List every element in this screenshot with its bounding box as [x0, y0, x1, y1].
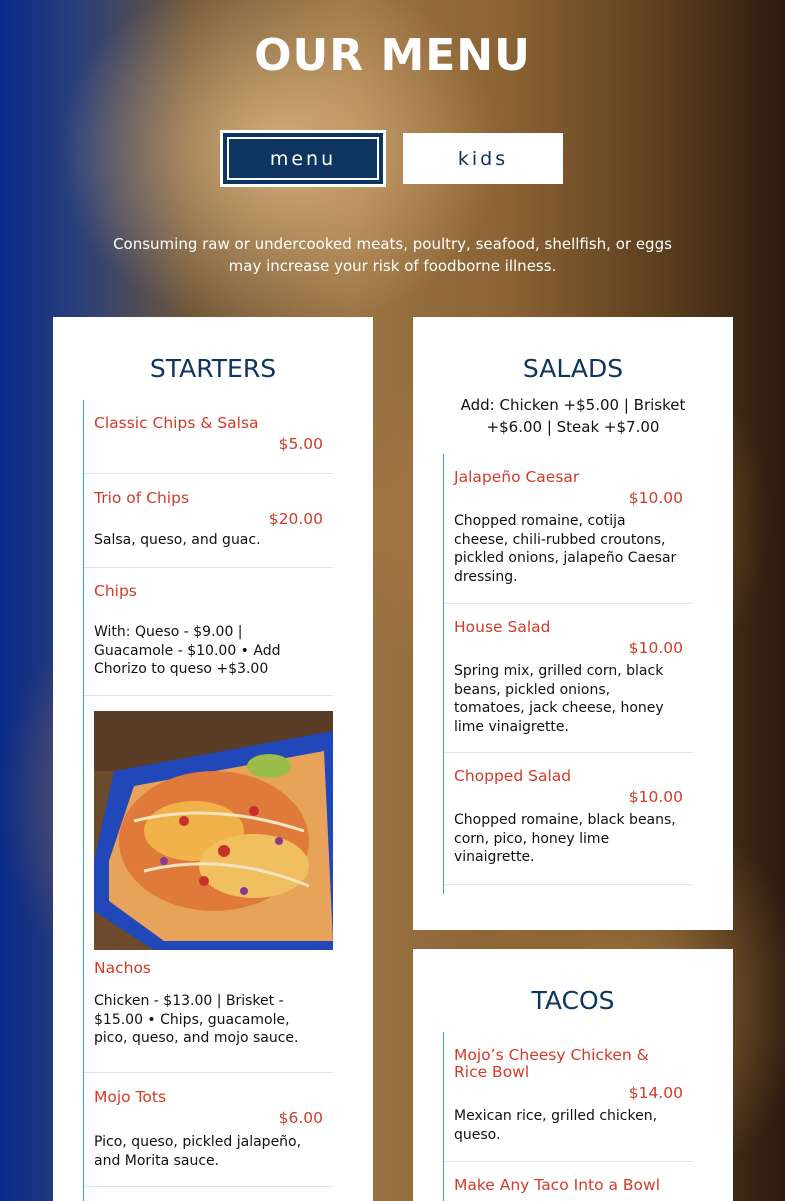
starters-card [53, 317, 373, 1201]
menu-item[interactable] [84, 568, 333, 696]
menu-item[interactable] [84, 400, 333, 474]
item-desc: Spring mix, grilled corn, black beans, pickled onions, tomatoes, jack cheese, honey lime vinaigrette. [454, 663, 664, 735]
tab-menu[interactable]: menu [223, 133, 383, 184]
item-desc: Pico, queso, pickled jalapeño, and Morita sauce. [94, 1134, 302, 1169]
starters-title: STARTERS [149, 354, 277, 383]
item-name: Mojo’s Cheesy Chicken & Rice Bowl [454, 1046, 649, 1081]
item-name: Make Any Taco Into a Bowl [454, 1176, 661, 1194]
page-title: OUR MENU [254, 30, 531, 81]
item-name: Jalapeño Caesar [454, 468, 580, 486]
nachos-image [94, 711, 333, 950]
menu-item[interactable] [444, 1032, 693, 1162]
item-price: $14.00 [628, 1084, 683, 1102]
menu-item[interactable] [444, 753, 693, 885]
tacos-list [443, 1032, 693, 1201]
item-price: $5.00 [278, 435, 323, 453]
item-desc: Chicken - $13.00 | Brisket - $15.00 • Chips, guacamole, pico, queso, and mojo sauce. [94, 993, 299, 1046]
photo-wrap [84, 696, 333, 977]
menu-item[interactable] [444, 604, 693, 753]
salads-title: SALADS [522, 354, 624, 383]
menu-item[interactable] [444, 1162, 693, 1201]
item-price: $20.00 [268, 510, 323, 528]
menu-item[interactable] [444, 454, 693, 604]
item-name: Chips [94, 582, 137, 600]
item-price: $10.00 [628, 489, 683, 507]
starters-list [83, 400, 333, 1201]
tacos-title: TACOS [531, 986, 615, 1015]
tab-kids[interactable]: kids [403, 133, 563, 184]
item-name: Mojo Tots [94, 1088, 167, 1106]
item-price: $10.00 [628, 788, 683, 806]
salads-list [443, 454, 693, 894]
salads-card [413, 317, 733, 930]
item-name: House Salad [454, 618, 551, 636]
item-desc: Salsa, queso, and guac. [94, 532, 261, 548]
item-price: $6.00 [278, 1109, 323, 1127]
tacos-card [413, 949, 733, 1201]
item-desc: Mexican rice, grilled chicken, queso. [454, 1108, 658, 1143]
nachos-photo [94, 711, 333, 950]
item-desc: Chopped romaine, cotija cheese, chili-rubbed croutons, pickled onions, jalapeño Caesar dressing. [454, 513, 677, 585]
item-name: Nachos [94, 959, 151, 977]
item-name: Chopped Salad [454, 767, 572, 785]
item-name: Classic Chips & Salsa [94, 414, 259, 432]
foodborne-disclaimer: Consuming raw or undercooked meats, poultry, seafood, shellfish, or eggs may increase your risk of foodborne illness. [113, 235, 672, 275]
item-desc: With: Queso - $9.00 | Guacamole - $10.00 • Add Chorizo to queso +$3.00 [94, 624, 281, 677]
salads-addons: Add: Chicken +$5.00 | Brisket +$6.00 | Steak +$7.00 [460, 396, 686, 436]
item-desc: Chopped romaine, black beans, corn, pico, honey lime vinaigrette. [454, 812, 676, 865]
menu-item[interactable] [84, 966, 333, 1073]
menu-item[interactable] [84, 1073, 333, 1187]
item-name: Trio of Chips [94, 489, 190, 507]
menu-item[interactable] [84, 474, 333, 568]
item-price: $10.00 [628, 639, 683, 657]
